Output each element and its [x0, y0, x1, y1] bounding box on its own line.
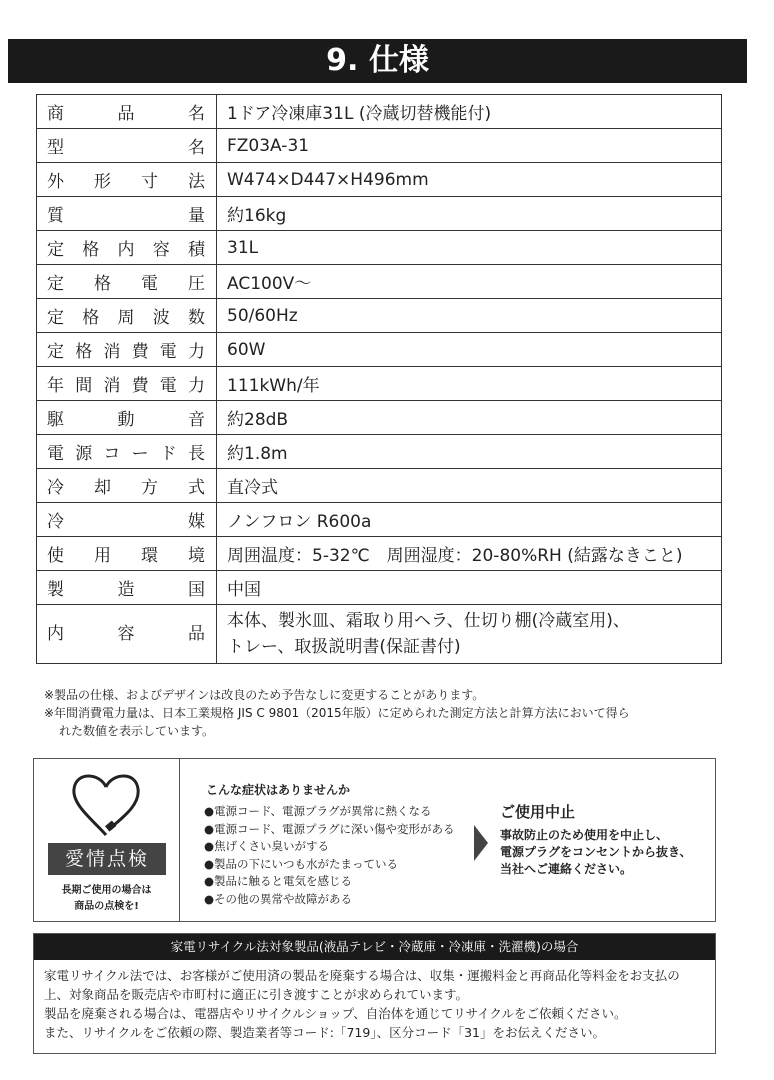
recycle-line: 家電リサイクル法では、お客様がご使用済の製品を廃棄する場合は、収集・運搬料金と再商品化等料金をお支払の — [44, 968, 680, 983]
spec-label: 商品名 — [37, 95, 217, 129]
recycle-line: また、リサイクルをご依頼の際、製造業者等コード:「719」、区分コード「31」をお伝えください。 — [44, 1025, 605, 1040]
spec-value: 1ドア冷凍庫31L (冷蔵切替機能付) — [217, 95, 722, 129]
spec-value: 50/60Hz — [217, 299, 722, 333]
spec-row — [37, 367, 722, 401]
spec-label: 冷却方式 — [37, 469, 217, 503]
spec-row — [37, 95, 722, 129]
spec-row — [37, 469, 722, 503]
note: ※製品の仕様、およびデザインは改良のため予告なしに変更することがあります。 — [44, 688, 485, 702]
note: れた数値を表示しています。 — [59, 724, 215, 738]
spec-label: 年間消費電力 — [37, 367, 217, 401]
arrow-right-icon — [474, 825, 488, 861]
spec-label: 外形寸法 — [37, 163, 217, 197]
spec-value: 中国 — [217, 571, 722, 605]
spec-label: 内容品 — [37, 605, 217, 664]
spec-row — [37, 197, 722, 231]
spec-row — [37, 265, 722, 299]
recycle-body — [34, 960, 715, 1048]
symptom-item: ●電源コード、電源プラグに深い傷や変形がある — [204, 821, 455, 836]
spec-label: 質量 — [37, 197, 217, 231]
spec-label: 駆動音 — [37, 401, 217, 435]
spec-value: AC100V〜 — [217, 265, 722, 299]
spec-label: 冷媒 — [37, 503, 217, 537]
symptom-item: ●その他の異常や故障がある — [204, 891, 353, 906]
stop-line: 事故防止のため使用を中止し、 — [500, 828, 669, 842]
spec-row — [37, 231, 722, 265]
stop-line: 電源プラグをコンセントから抜き、 — [500, 845, 692, 859]
spec-label: 製造国 — [37, 571, 217, 605]
spec-value: ノンフロン R600a — [217, 503, 722, 537]
inspection-box — [33, 758, 716, 922]
spec-value: 約28dB — [217, 401, 722, 435]
heart-plug-icon — [70, 769, 142, 839]
spec-value: 直冷式 — [217, 469, 722, 503]
spec-label: 型名 — [37, 129, 217, 163]
recycle-line: 上、対象商品を販売店や市町村に適正に引き渡すことが求められています。 — [44, 987, 469, 1002]
spec-value: 約16kg — [217, 197, 722, 231]
note: ※年間消費電力量は、日本工業規格 JIS C 9801（2015年版）に定められた測定方法と計算方法において得ら — [44, 706, 630, 720]
stop-text — [500, 827, 692, 878]
symptom-item: ●焦げくさい臭いがする — [204, 839, 330, 853]
symptom-item: ●製品に触ると電気を感じる — [204, 874, 353, 888]
symptom-question: こんな症状はありませんか — [206, 783, 351, 797]
symptom-list — [204, 803, 455, 908]
spec-row — [37, 537, 722, 571]
spec-row — [37, 163, 722, 197]
page-title: 9. 仕様 — [8, 39, 747, 83]
spec-label: 定格内容積 — [37, 231, 217, 265]
spec-value: 周囲温度：5-32℃ 周囲湿度：20-80%RH (結露なきこと) — [217, 537, 722, 571]
spec-value: 111kWh/年 — [217, 367, 722, 401]
spec-table — [36, 94, 722, 664]
spec-row — [37, 571, 722, 605]
spec-row — [37, 333, 722, 367]
stop-title: ご使用中止 — [500, 803, 576, 821]
spec-label: 定格電圧 — [37, 265, 217, 299]
spec-label: 定格消費電力 — [37, 333, 217, 367]
spec-label: 電源コード長 — [37, 435, 217, 469]
inspection-badge: 愛情点検 — [48, 843, 166, 875]
spec-value: 31L — [217, 231, 722, 265]
spec-label: 定格周波数 — [37, 299, 217, 333]
spec-row — [37, 503, 722, 537]
spec-value: 60W — [217, 333, 722, 367]
spec-row — [37, 129, 722, 163]
symptom-item: ●電源コード、電源プラグが異常に熱くなる — [204, 804, 432, 818]
spec-value: W474×D447×H496mm — [217, 163, 722, 197]
recycle-line: 製品を廃棄される場合は、電器店やリサイクルショップ、自治体を通じてリサイクルをご依頼ください。 — [44, 1006, 627, 1021]
spec-label: 使用環境 — [37, 537, 217, 571]
inspection-sub: 商品の点検を! — [74, 901, 139, 912]
spec-value: 約1.8m — [217, 435, 722, 469]
spec-value: 本体、製氷皿、霜取り用ヘラ、仕切り棚(冷蔵室用)、 トレー、取扱説明書(保証書付) — [217, 605, 722, 664]
spec-row — [37, 605, 722, 664]
recycle-section — [33, 933, 716, 1054]
stop-line: 当社へご連絡ください。 — [500, 862, 633, 876]
symptom-item: ●製品の下にいつも水がたまっている — [204, 856, 399, 871]
spec-row — [37, 401, 722, 435]
spec-row — [37, 435, 722, 469]
notes — [44, 686, 734, 740]
inspection-sub: 長期ご使用の場合は — [61, 885, 152, 896]
spec-row — [37, 299, 722, 333]
recycle-header: 家電リサイクル法対象製品(液晶テレビ・冷蔵庫・冷凍庫・洗濯機)の場合 — [34, 934, 715, 960]
spec-value: FZ03A-31 — [217, 129, 722, 163]
